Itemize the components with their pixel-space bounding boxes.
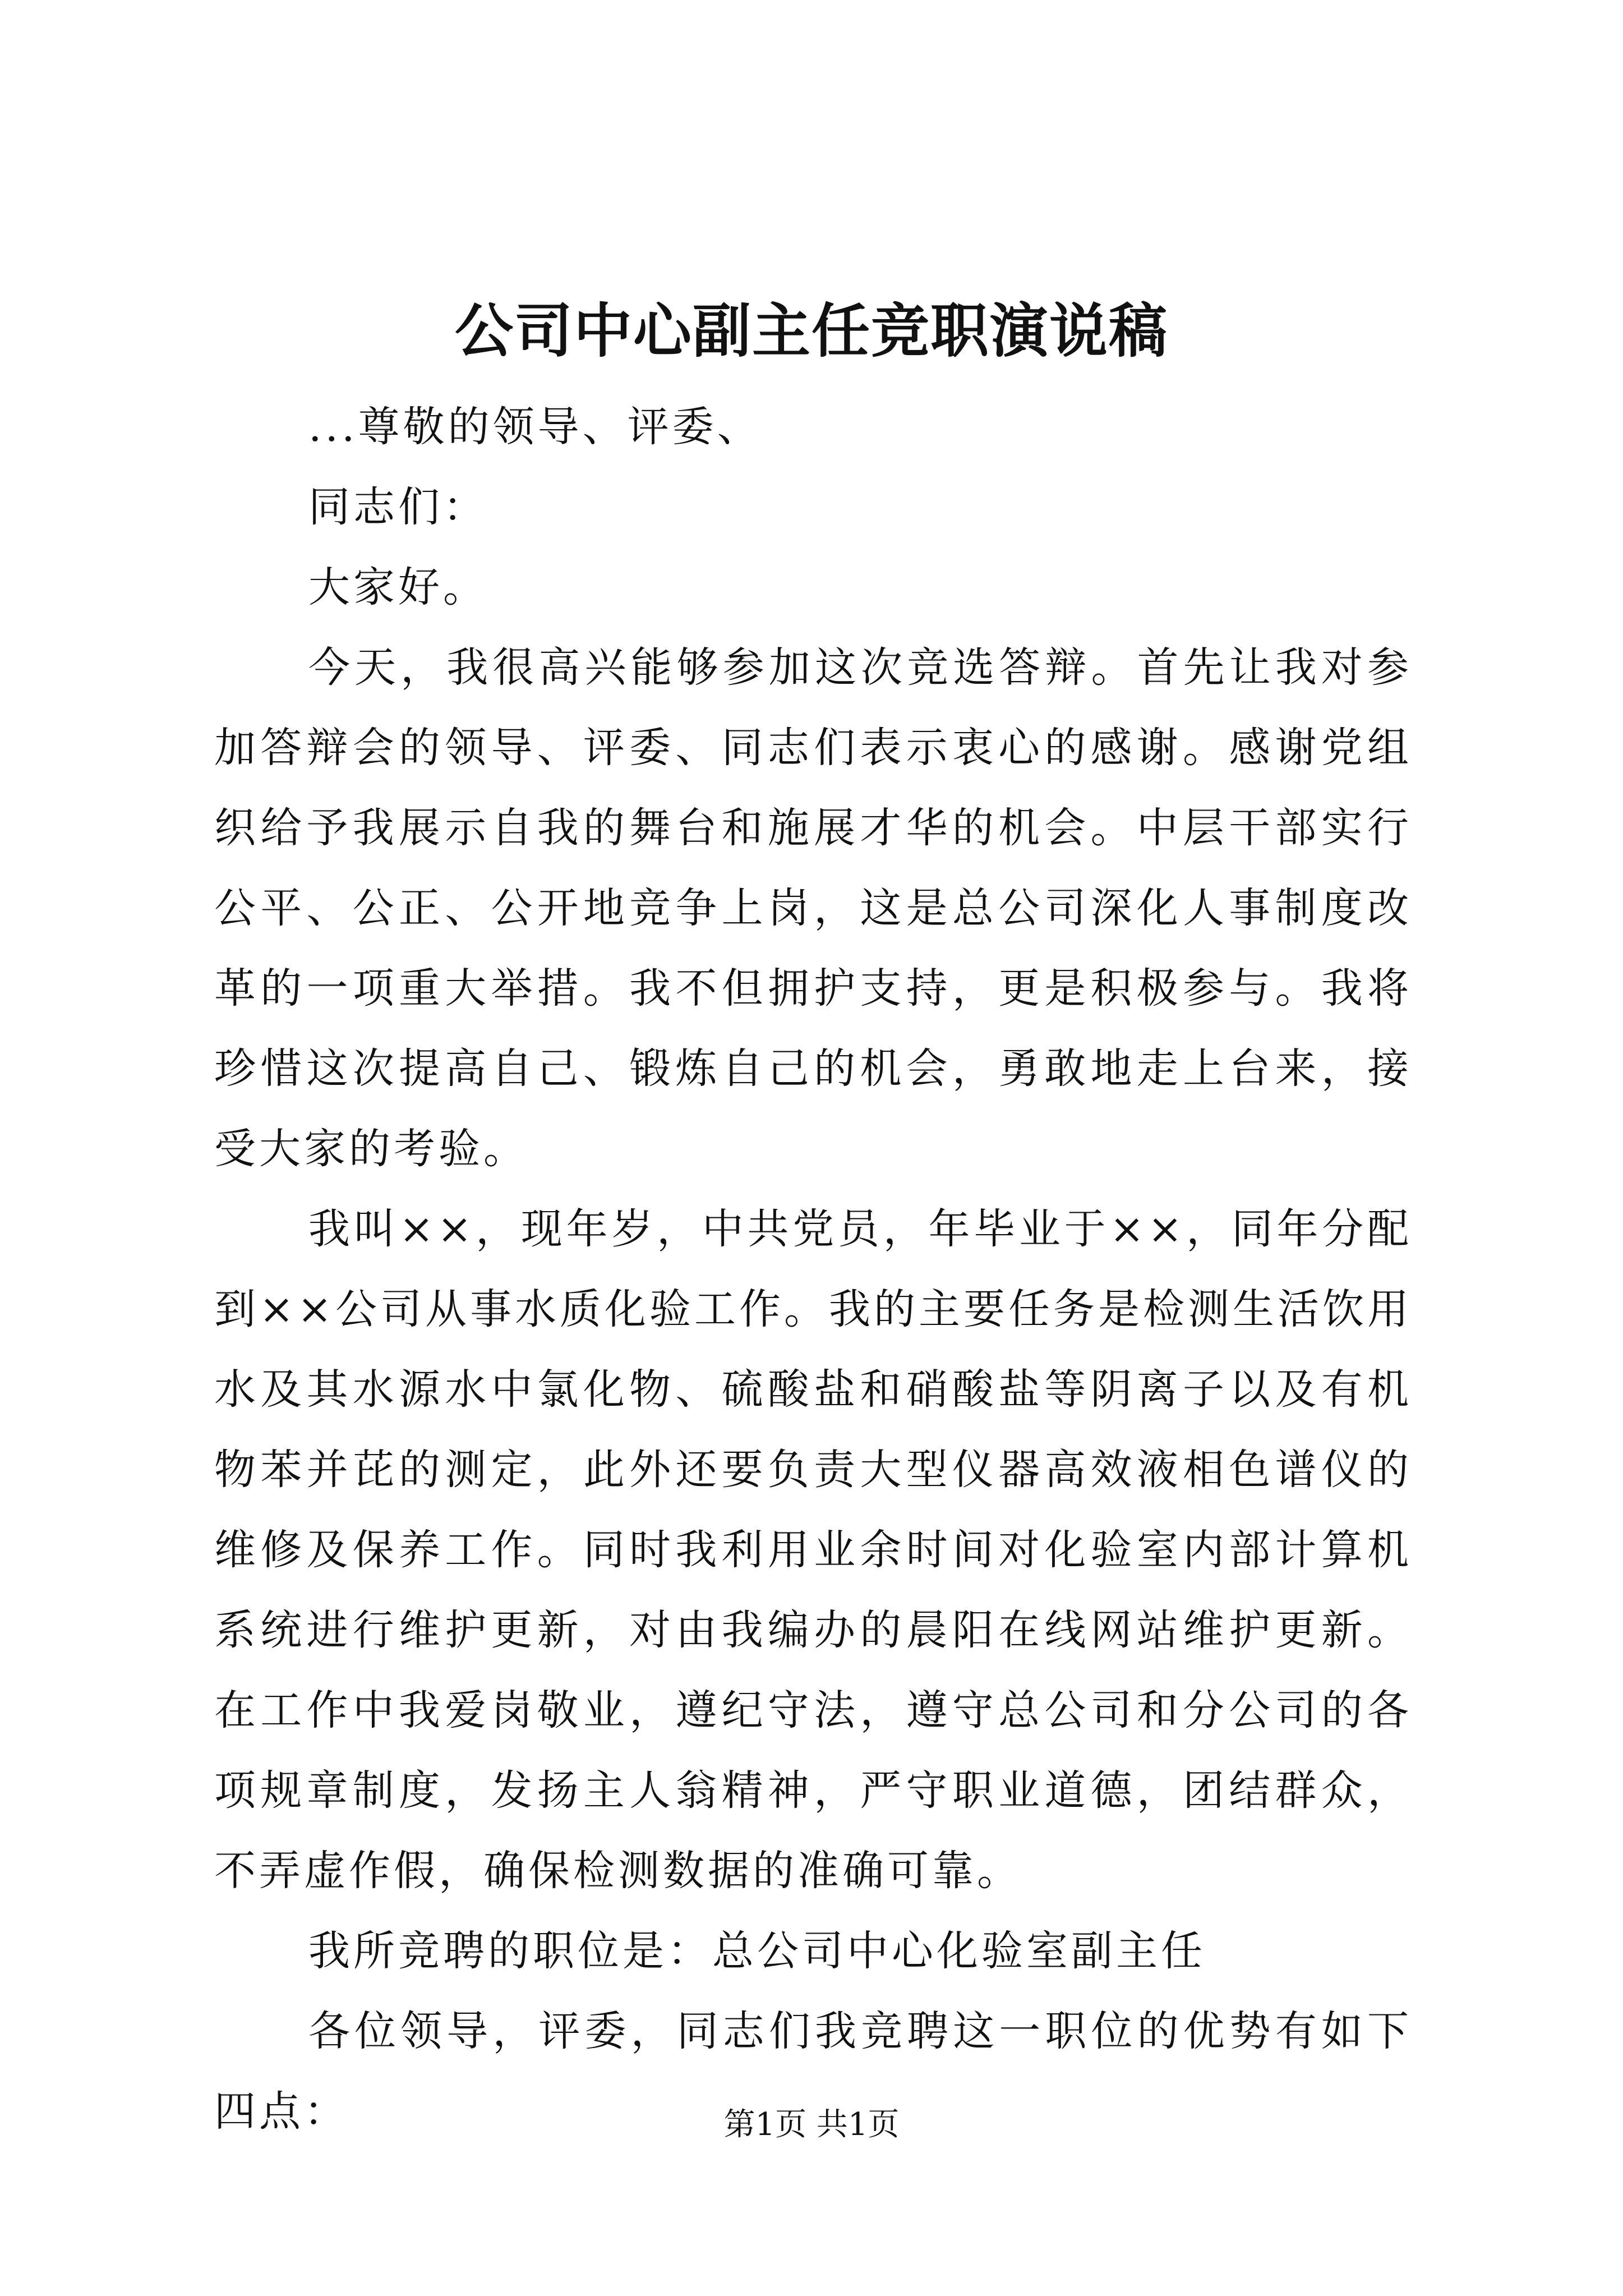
document-title: 公司中心副主任竞职演说稿 (454, 296, 1168, 365)
paragraph-greeting: 大家好。 (308, 563, 488, 611)
paragraph-introduction: 今天，我很高兴能够参加这次竞选答辩。首先让我对参加答辩会的领导、评委、同志们表示衷心的感谢。感谢党组织给予我展示自我的舞台和施展才华的机会。中层干部实行公平、公正、公开地竞争上岗，这是总公司深化人事制度改革的一项重大举措。我不但拥护支持，更是积极参与。我将珍惜这次提高自己、锻炼自己的机会，勇敢地走上台来，接受大家的考验。 (214, 643, 1412, 1173)
paragraph-comrades: 同志们： (308, 483, 488, 531)
paragraph-advantages: 各位领导，评委，同志们我竞聘这一职位的优势有如下四点： (214, 2007, 1412, 2136)
paragraph-position: 我所竞聘的职位是：总公司中心化验室副主任 (308, 1927, 1206, 1975)
paragraph-salutation: ...尊敬的领导、评委、 (308, 403, 762, 451)
page-footer: 第1页 共1页 (723, 2106, 900, 2143)
paragraph-background: 我叫××，现年岁，中共党员，年毕业于××，同年分配到××公司从事水质化验工作。我的主要任务是检测生活饮用水及其水源水中氯化物、硫酸盐和硝酸盐等阴离子以及有机物苯并芘的测定，此外还要负责大型仪器高效液相色谱仪的维修及保养工作。同时我利用业余时间对化验室内部计算机系统进行维护更新，对由我编办的晨阳在线网站维护更新。在工作中我爱岗敬业，遵纪守法，遵守总公司和分公司的各项规章制度，发扬主人翁精神，严守职业道德，团结群众，不弄虚作假，确保检测数据的准确可靠。 (214, 1205, 1413, 1895)
document-body (214, 387, 1412, 2152)
